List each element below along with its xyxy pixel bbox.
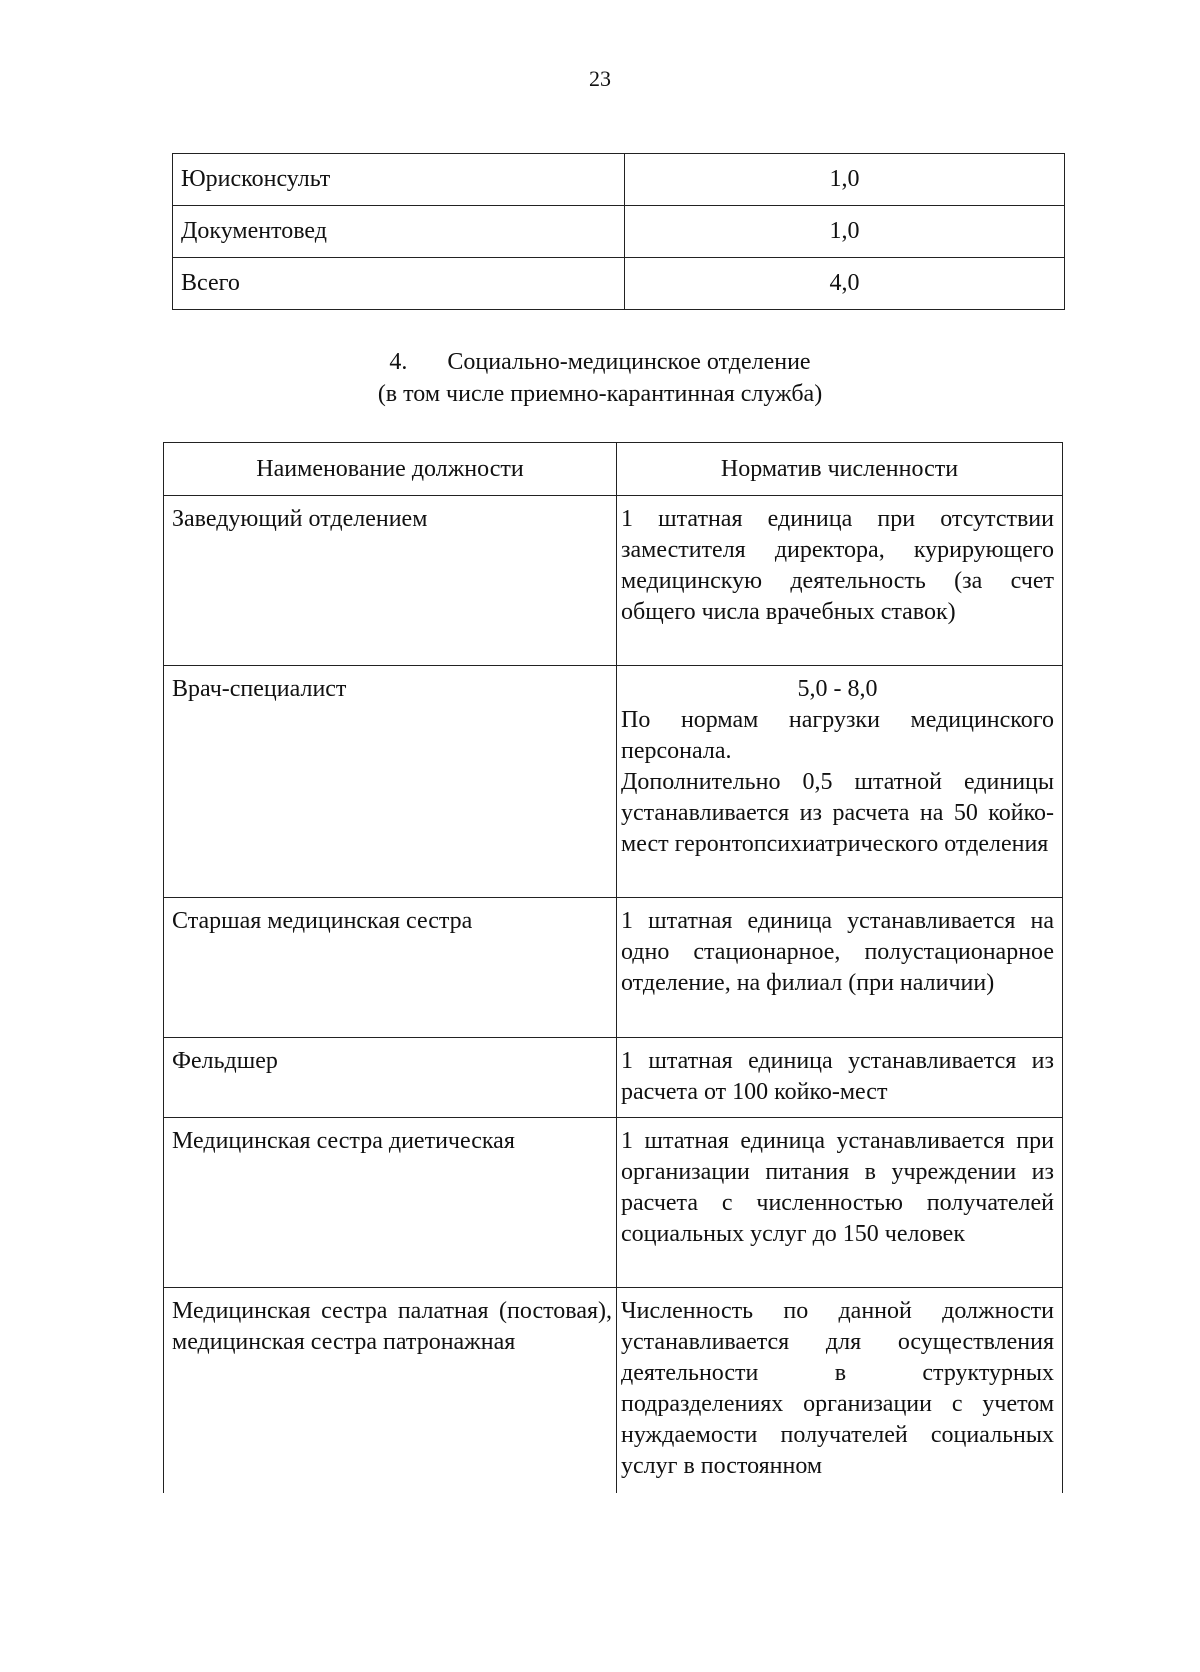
page-number: 23 (589, 66, 611, 91)
norm-text: По нормам нагрузки медицинского персонала. (621, 707, 1054, 764)
norm-cell: 1 штатная единица при отсутствии заместителя директора, курирующего медицинскую деятельность (за счет общего числа врачебных ставок) (617, 496, 1063, 666)
header-position: Наименование должности (164, 443, 617, 496)
position-cell: Медицинская сестра диетическая (164, 1118, 617, 1288)
norm-cell: Численность по данной должности устанавливается для осуществления деятельности в структурных подразделениях организации с учетом нуждаемости получателей социальных услуг в постоянном (617, 1288, 1063, 1493)
norm-cell (617, 666, 1063, 898)
norm-value: 5,0 - 8,0 (797, 676, 878, 702)
section-number: 4. (389, 349, 408, 375)
table-row-total (173, 258, 1065, 310)
header-norm: Норматив численности (617, 443, 1063, 496)
table-row (164, 1288, 1063, 1493)
value-cell: 1,0 (625, 206, 1065, 258)
section-subtitle: (в том числе приемно-карантинная служба) (377, 381, 823, 407)
norm-cell: 1 штатная единица устанавливается из расчета от 100 койко-мест (617, 1038, 1063, 1118)
norm-cell: 1 штатная единица устанавливается при организации питания в учреждении из расчета с численностью получателей социальных услуг до 150 человек (617, 1118, 1063, 1288)
position-cell: Старшая медицинская сестра (164, 898, 617, 1038)
norm-cell: 1 штатная единица устанавливается на одно стационарное, полустационарное отделение, на филиал (при наличии) (617, 898, 1063, 1038)
section-title: Социально-медицинское отделение (447, 349, 811, 375)
table-header-row (164, 443, 1063, 496)
position-cell: Юрисконсульт (173, 154, 625, 206)
staff-table-continuation (172, 153, 1065, 310)
position-cell: Врач-специалист (164, 666, 617, 898)
staff-norm-table (163, 442, 1063, 1493)
section-heading (0, 346, 1200, 410)
position-cell: Медицинская сестра палатная (постовая), медицинская сестра патронажная (164, 1288, 617, 1493)
table-row (173, 206, 1065, 258)
value-cell: 1,0 (625, 154, 1065, 206)
norm-text: Дополнительно 0,5 штатной единицы устанавливается из расчета на 50 койко-мест геронтопсихиатрического отделения (621, 769, 1054, 857)
table-row (164, 1118, 1063, 1288)
total-label-cell: Всего (173, 258, 625, 310)
total-value-cell: 4,0 (625, 258, 1065, 310)
position-cell: Фельдшер (164, 1038, 617, 1118)
table-row (173, 154, 1065, 206)
table-row (164, 1038, 1063, 1118)
table-row (164, 496, 1063, 666)
position-cell: Заведующий отделением (164, 496, 617, 666)
table-row (164, 898, 1063, 1038)
section-title-line (0, 346, 1200, 378)
table-row (164, 666, 1063, 898)
position-cell: Документовед (173, 206, 625, 258)
